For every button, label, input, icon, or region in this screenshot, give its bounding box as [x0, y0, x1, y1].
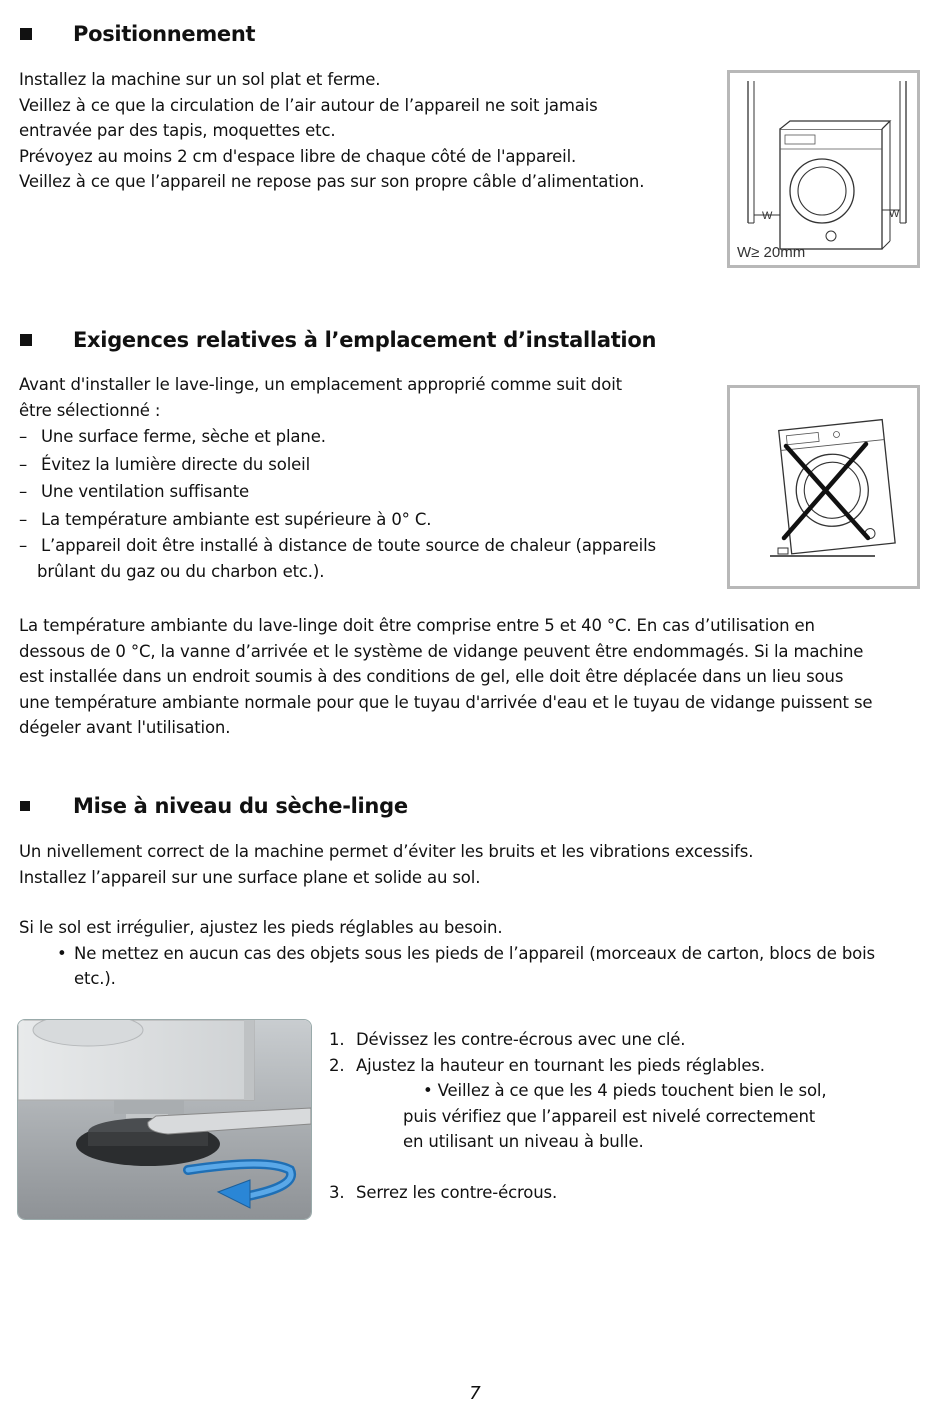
clearance-figure: [727, 70, 920, 268]
page-number: 7: [469, 1383, 481, 1404]
square-bullet-icon: [20, 334, 32, 346]
uneven-floor-text: [19, 915, 875, 992]
emplacement-requirements: [19, 372, 656, 584]
text-line: dégeler avant l'utilisation.: [19, 718, 231, 737]
section-title: Mise à niveau du sèche-linge: [73, 794, 408, 818]
sub-bullet-line: en utilisant un niveau à bulle.: [403, 1132, 644, 1151]
list-item-continuation: brûlant du gaz ou du charbon etc.).: [37, 562, 325, 581]
intro-line: Avant d'installer le lave-linge, un emplacement approprié comme suit doit: [19, 375, 622, 394]
bullet-continuation: etc.).: [74, 969, 116, 988]
bullet-dot: •: [57, 943, 67, 963]
text-line: La température ambiante du lave-linge doit être comprise entre 5 et 40 °C. En cas d’utilisation en: [19, 616, 815, 635]
text-line: Installez l’appareil sur une surface plane et solide au sol.: [19, 867, 481, 887]
step-item: 2. Ajustez la hauteur en tournant les pieds réglables.: [329, 1055, 765, 1075]
positionnement-text: [19, 67, 644, 195]
step-item: 3. Serrez les contre-écrous.: [329, 1183, 558, 1202]
section-title: Exigences relatives à l’emplacement d’installation: [73, 328, 657, 352]
text-line: dessous de 0 °C, la vanne d’arrivée et le système de vidange peuvent être endommagés. Si la machine: [19, 641, 864, 661]
sub-bullet-line: • Veillez à ce que les 4 pieds touchent bien le sol,: [423, 1081, 827, 1100]
text-line: est installée dans un endroit soumis à des conditions de gel, elle doit être déplacée dans un lieu sous: [19, 667, 844, 686]
adjust-feet-photo: [17, 1019, 312, 1220]
text-line: Installez la machine sur un sol plat et ferme.: [19, 70, 381, 89]
section-heading-positionnement: [20, 22, 255, 46]
washer-clearance-illustration: [730, 73, 917, 265]
w-right-label: W: [889, 208, 900, 220]
list-item: – Une ventilation suffisante: [19, 482, 250, 501]
leveling-steps: [329, 1027, 826, 1206]
text-line: une température ambiante normale pour que le tuyau d'arrivée d'eau et le tuyau de vidange puissent se: [19, 692, 873, 712]
square-bullet-icon: [20, 28, 32, 40]
wrench-foot-illustration: [18, 1020, 311, 1219]
text-line: Un nivellement correct de la machine permet d’éviter les bruits et les vibrations excessifs.: [19, 842, 754, 861]
text-line: Prévoyez au moins 2 cm d'espace libre de chaque côté de l'appareil.: [19, 146, 577, 166]
step-item: 1. Dévissez les contre-écrous avec une clé.: [329, 1030, 686, 1049]
w-left-label: W: [762, 210, 773, 222]
intro-line: être sélectionné :: [19, 400, 161, 420]
section-heading-emplacement: [20, 328, 656, 352]
list-item: – Évitez la lumière directe du soleil: [19, 454, 310, 474]
text-line: Veillez à ce que l’appareil ne repose pas sur son propre câble d’alimentation.: [19, 172, 645, 191]
text-line: Veillez à ce que la circulation de l’air autour de l’appareil ne soit jamais: [19, 95, 598, 115]
clearance-caption: W≥ 20mm: [737, 244, 806, 261]
text-line: Si le sol est irrégulier, ajustez les pieds réglables au besoin.: [19, 918, 503, 937]
bullet-item: • Ne mettez en aucun cas des objets sous les pieds de l’appareil (morceaux de carton, blocs de bois: [19, 941, 875, 967]
section-title: Positionnement: [73, 22, 256, 46]
leveling-intro: [19, 839, 753, 890]
section-heading-mise-a-niveau: [20, 794, 408, 818]
text-line: entravée par des tapis, moquettes etc.: [19, 121, 336, 140]
list-item: – L’appareil doit être installé à distance de toute source de chaleur (appareils: [19, 536, 656, 555]
temperature-paragraph: [19, 613, 872, 741]
list-item: – Une surface ferme, sèche et plane.: [19, 427, 326, 446]
no-tilt-warning-illustration: [730, 388, 917, 586]
sub-bullet-line: puis vérifiez que l’appareil est nivelé correctement: [403, 1106, 816, 1126]
square-bullet-icon: [20, 801, 30, 811]
tilted-washer-figure: [727, 385, 920, 589]
list-item: – La température ambiante est supérieure à 0° C.: [19, 509, 432, 529]
